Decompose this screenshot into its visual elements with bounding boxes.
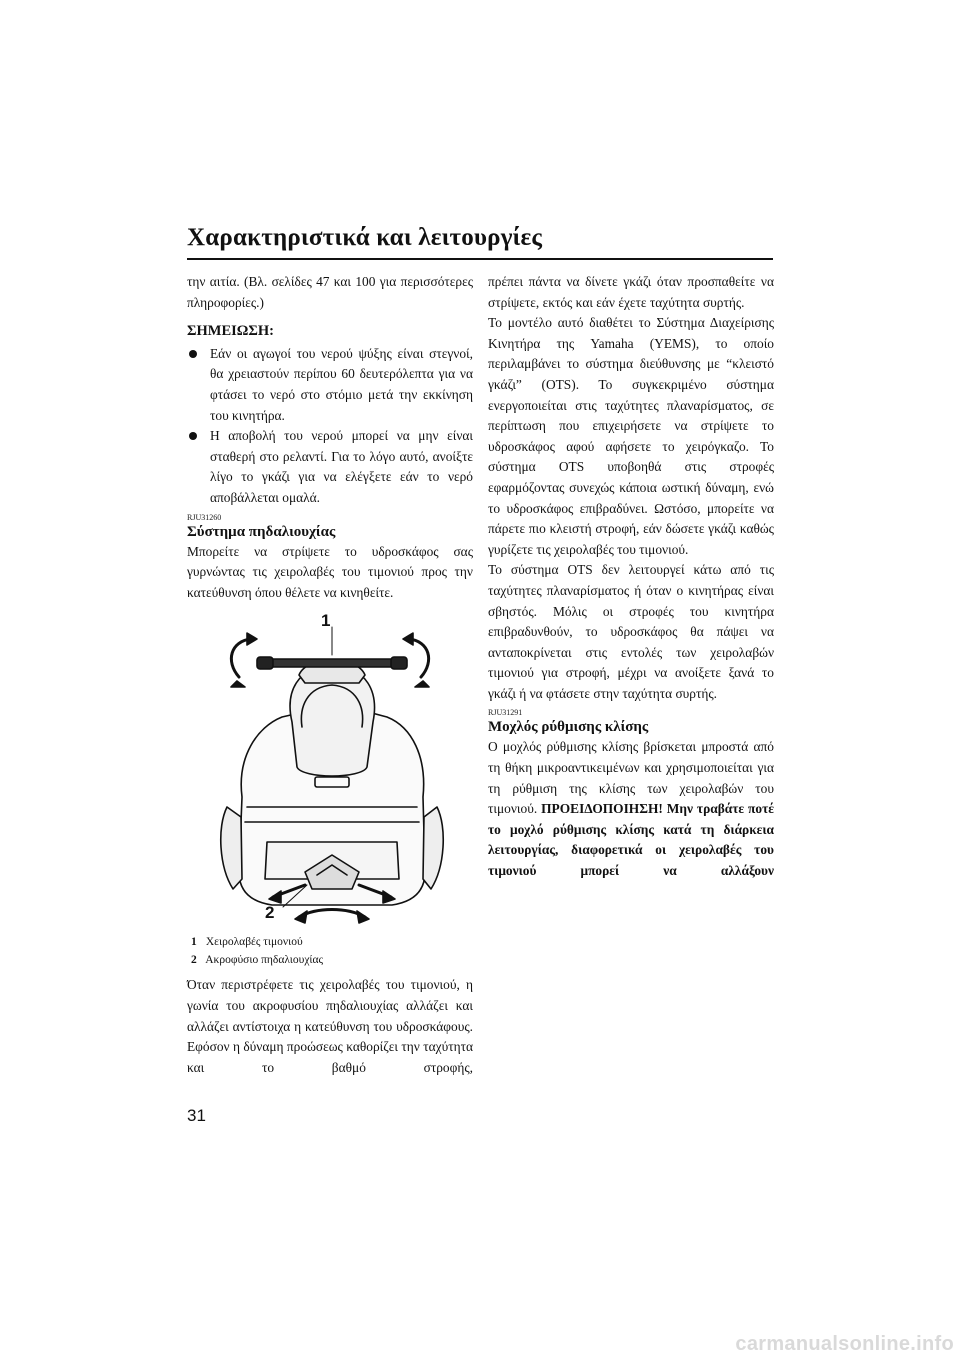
- page-number: 31: [187, 1106, 206, 1125]
- intro-paragraph: την αιτία. (Βλ. σελίδες 47 και 100 για περισσότερες πληροφορίες.): [187, 274, 473, 310]
- section-code: RJU31260: [187, 512, 222, 522]
- note-heading: ΣΗΜΕΙΩΣΗ:: [187, 323, 274, 340]
- right-column: [488, 272, 774, 882]
- right-paragraph-3: Το σύστημα OTS δεν λειτουργεί κάτω από τις ταχύτητες πλαναρίσματος ή όταν ο κινητήρας είναι σβηστός. Μόλις οι στροφές του κινητήρα επιβραδυνθούν, το υδροσκάφος θα πάψει να ανταποκρίνεται στις εντολές των χειρολαβών τιμονιού για στροφή, μέχρι να ανοίξετε ξανά το γκάζι ή να φτάσετε στην ταχύτητα συρτής.: [488, 562, 774, 701]
- note-item: [187, 344, 473, 426]
- note-item-text: Η αποβολή του νερού μπορεί να μην είναι σταθερή στο ρελαντί. Για το λόγο αυτό, ανοίξτε λίγο το γκάζι για να ελέγξετε εάν το νερό αποβάλλεται ομαλά.: [210, 428, 473, 505]
- after-figure-paragraph: Όταν περιστρέφετε τις χειρολαβές του τιμονιού, η γωνία του ακροφυσίου πηδαλιουχίας αλλάζει και αλλάζει αντίστοιχα η κατεύθυνση του υδροσκάφους. Εφόσον η δύναμη προώσεως καθορίζει την ταχύτητα και το βαθμό στροφής,: [187, 977, 473, 1075]
- left-column: [187, 272, 473, 1078]
- watercraft-steering-illustration: [187, 617, 473, 929]
- callout-1: 1: [321, 611, 331, 631]
- callout-2: 2: [265, 903, 275, 923]
- page-title: Χαρακτηριστικά και λειτουργίες: [187, 224, 543, 251]
- section-code: RJU31291: [488, 708, 523, 718]
- bullet-icon: [189, 350, 197, 358]
- note-list: [187, 344, 473, 509]
- right-paragraph-1: πρέπει πάντα να δίνετε γκάζι όταν προσπαθείτε να στρίψετε, εκτός και εάν έχετε ταχύτητα συρτής.: [488, 274, 774, 310]
- watermark: carmanualsonline.info: [735, 1333, 954, 1355]
- header-rule: [187, 258, 773, 260]
- right-paragraph-2: Το μοντέλο αυτό διαθέτει το Σύστημα Διαχείρισης Κινητήρα της Yamaha (YEMS), το οποίο περιλαμβάνει το σύστημα διεύθυνσης με “κλειστό γκάζι” (OTS). Το συγκεκριμένο σύστημα ενεργοποιείται στις ταχύτητες πλαναρίσματος, σε περίπτωση που επιχειρήσετε να στρίψετε το υδροσκάφος αφού αφήσετε το χειρόγκαζο. Το σύστημα OTS υποβοηθά στις στροφές εφαρμόζοντας συνεχώς κάποια ωστική δύναμη, ενώ το υδροσκάφος επιβραδύνει. Ωστόσο, μπορείτε να πάρετε πιο κλειστή στροφή, εάν δώσετε γκάζι καθώς γυρίζετε τις χειρολαβές του τιμονιού.: [488, 315, 774, 557]
- note-item-text: Εάν οι αγωγοί του νερού ψύξης είναι στεγνοί, θα χρειαστούν περίπου 60 δευτερόλεπτα για να φτάσει το νερό στο στόμιο μετά την εκκίνηση του κινητήρα.: [210, 345, 473, 423]
- bullet-icon: [189, 432, 197, 440]
- figure-legend: [187, 933, 473, 969]
- tilt-lever-paragraph: Ο μοχλός ρύθμισης κλίσης βρίσκεται μπροστά από τη θήκη μικροαντικειμένων και χρησιμοποιείται για τη ρύθμιση της κλίσης των χειρολαβών του τιμονιού. ΠΡΟΕΙΔΟΠΟΙΗΣΗ! Μην τραβάτε ποτέ το μοχλό ρύθμισης κλίσης κατά τη διάρκεια λειτουργίας, διαφορετικά οι χειρολαβές του τιμονιού μπορεί να αλλάξουν: [488, 739, 774, 879]
- steering-figure: [187, 611, 473, 929]
- legend-item: 1 Χειρολαβές τιμονιού: [191, 936, 303, 949]
- note-item: [187, 426, 473, 508]
- legend-item: 2 Ακροφύσιο πηδαλιουχίας: [191, 954, 324, 967]
- section-heading-tilt-lever: Μοχλός ρύθμισης κλίσης: [488, 719, 649, 736]
- section-heading-steering: Σύστημα πηδαλιουχίας: [187, 523, 336, 540]
- warning-label: ΠΡΟΕΙΔΟΠΟΙΗΣΗ!: [541, 801, 663, 817]
- steering-paragraph: Μπορείτε να στρίψετε το υδροσκάφος σας γυρνώντας τις χειρολαβές του τιμονιού προς την κατεύθυνση όπου θέλετε να κινηθείτε.: [187, 543, 473, 600]
- warning-text: Μην τραβάτε ποτέ το μοχλό ρύθμισης κλίσης κατά τη διάρκεια λειτουργίας, διαφορετικά οι χειρολαβές του τιμονιού μπορεί να αλλάξουν: [488, 801, 774, 879]
